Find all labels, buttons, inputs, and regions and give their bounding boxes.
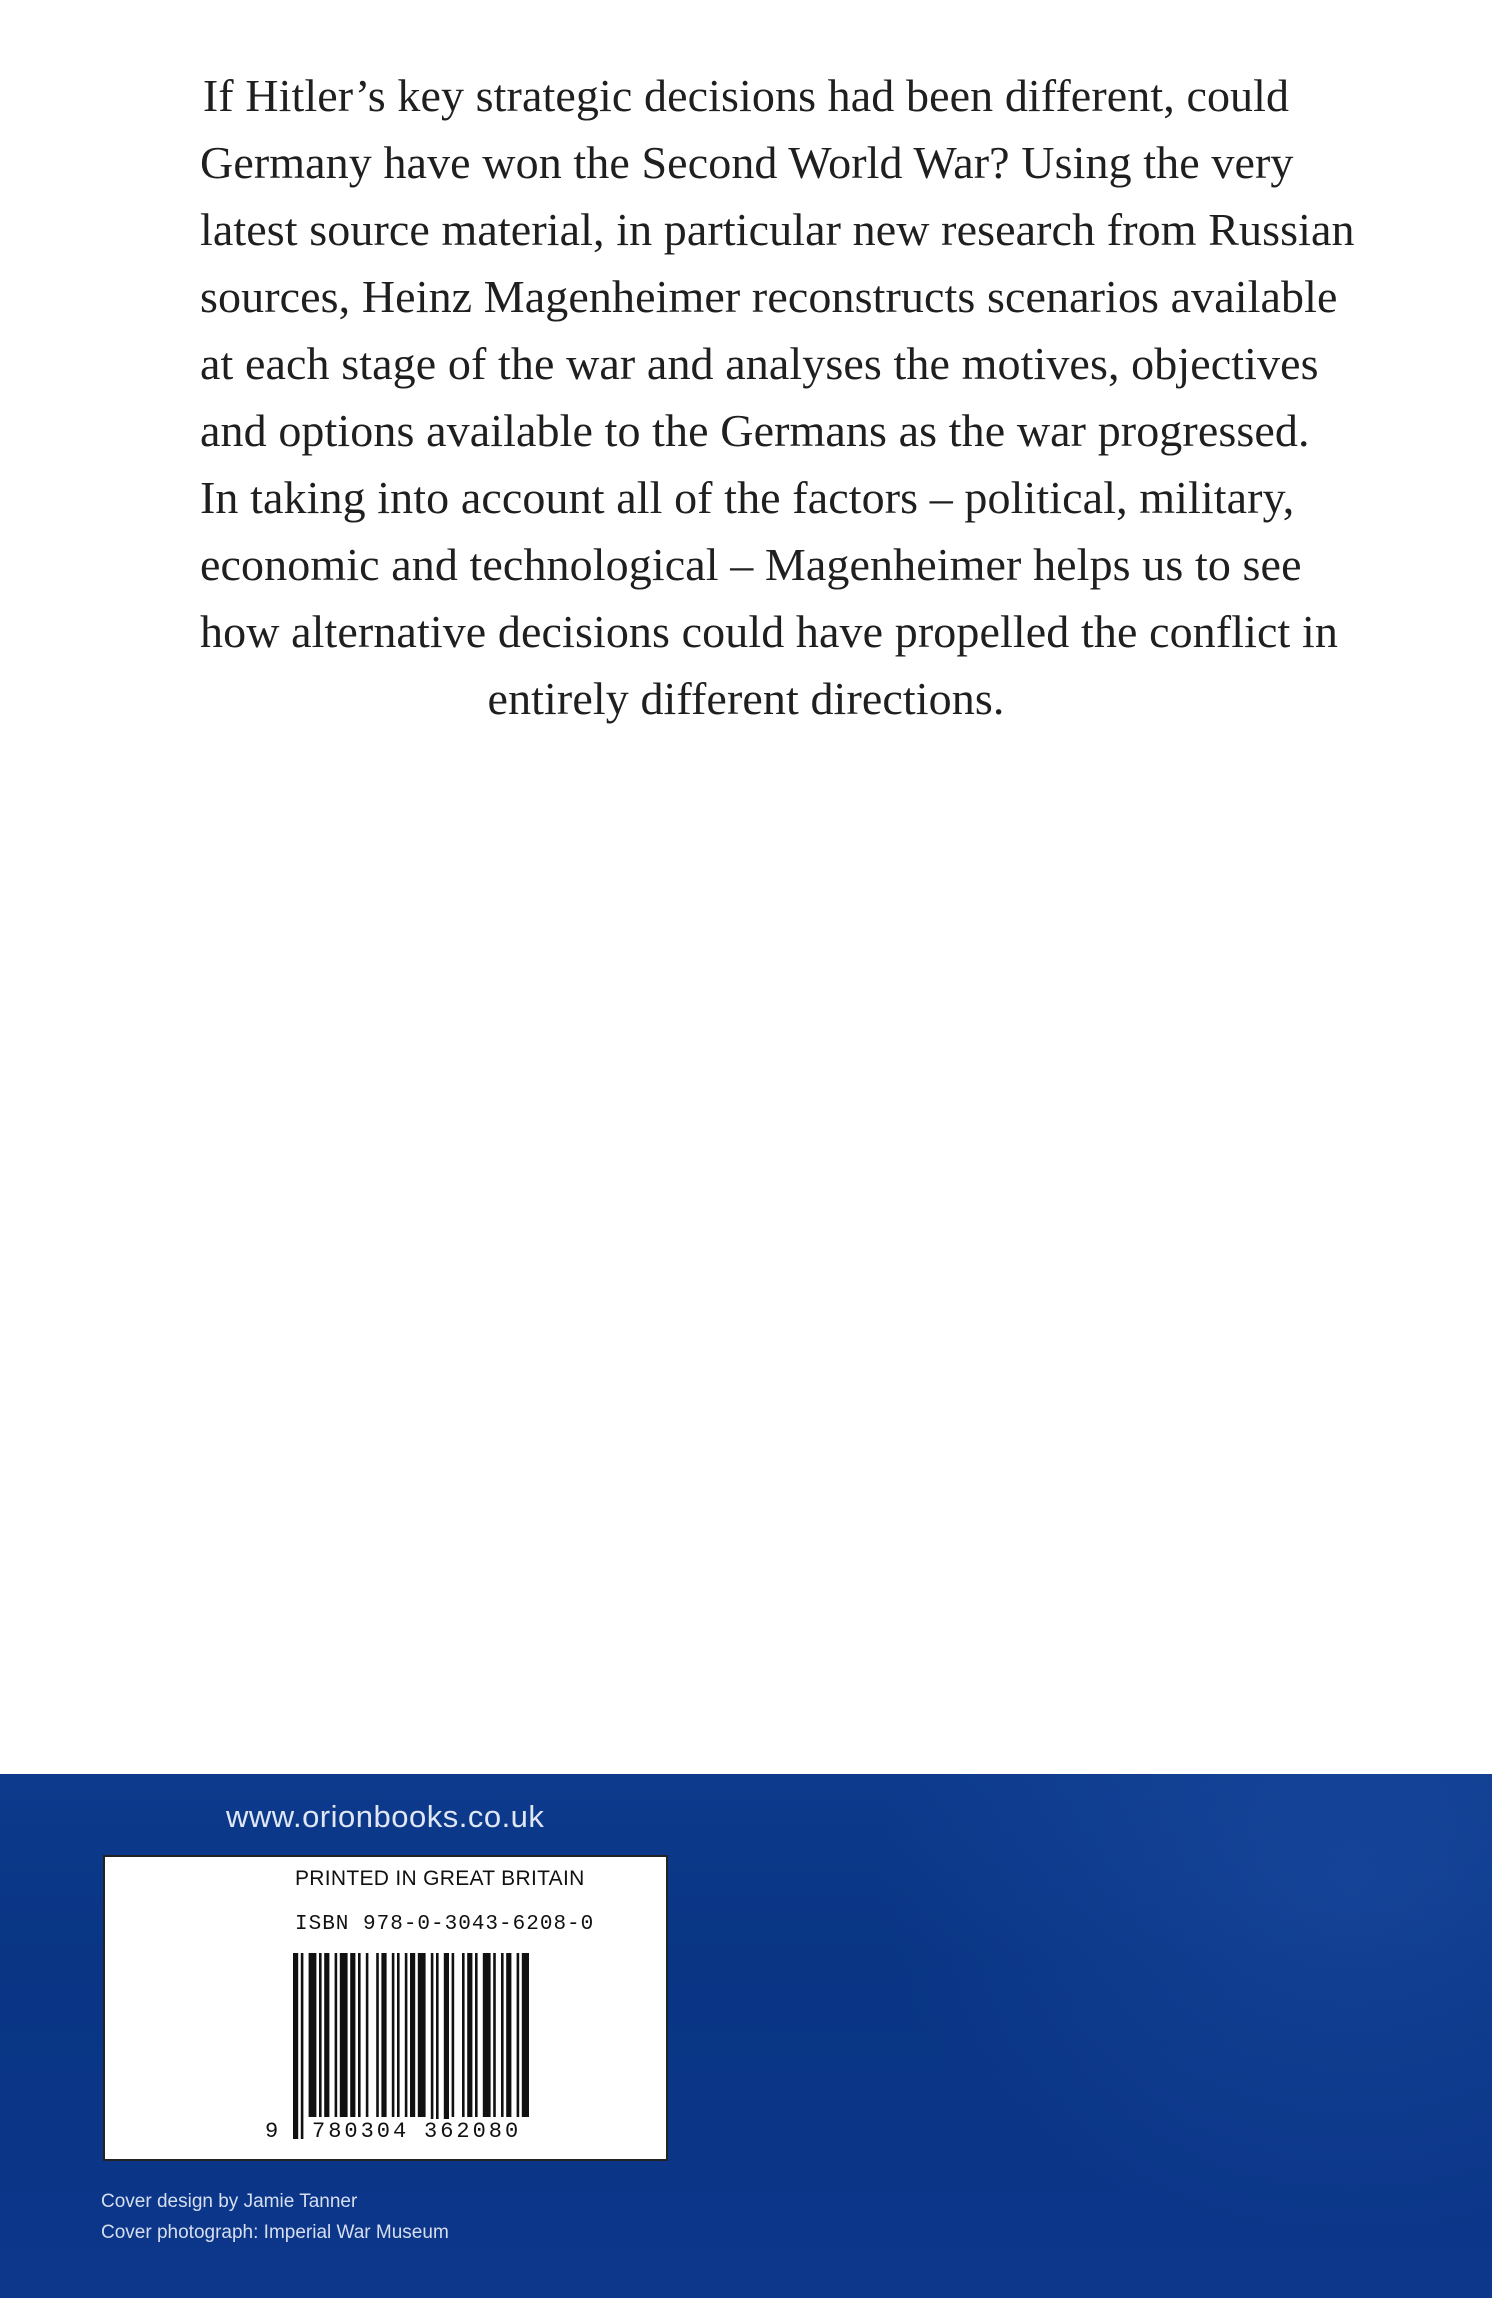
blurb-line: economic and technological – Magenheimer helps us to see <box>200 539 1302 590</box>
barcode-bar <box>462 1953 465 2117</box>
barcode-bar <box>522 1953 529 2117</box>
blurb-line: Germany have won the Second World War? Using the very <box>200 137 1294 188</box>
barcode-bar <box>517 1953 520 2117</box>
credit-photo: Cover photograph: Imperial War Museum <box>101 2222 449 2243</box>
barcode-bar <box>293 1953 298 2139</box>
barcode-bar <box>467 1953 472 2117</box>
barcode-bar <box>452 1953 455 2117</box>
blurb-line: sources, Heinz Magenheimer reconstructs scenarios available <box>200 271 1338 322</box>
barcode-digit-first: 9 <box>265 2119 279 2144</box>
isbn-barcode-box <box>103 1855 668 2161</box>
blurb-line: If Hitler’s key strategic decisions had been different, could <box>202 70 1290 121</box>
barcode-bar <box>475 1953 478 2117</box>
barcode-bar <box>436 1953 439 2139</box>
barcode-bar <box>340 1953 348 2117</box>
barcode-bar <box>410 1953 415 2117</box>
barcode-bar <box>444 1953 449 2139</box>
barcode-bar <box>301 1953 304 2139</box>
barcode-bar <box>501 1953 504 2117</box>
barcode-bar <box>350 1953 355 2117</box>
barcode-bar <box>358 1953 361 2117</box>
blurb-line: and options available to the Germans as the war progressed. <box>200 405 1310 456</box>
barcode-bar <box>381 1953 386 2117</box>
barcode-bar <box>483 1953 491 2117</box>
barcode-bar <box>392 1953 395 2117</box>
barcode-bar <box>324 1953 329 2117</box>
publisher-website[interactable]: www.orionbooks.co.uk <box>226 1799 545 1834</box>
isbn-number: ISBN 978-0-3043-6208-0 <box>295 1913 595 1936</box>
barcode-digits-right: 362080 <box>424 2119 522 2144</box>
barcode-bar <box>335 1953 338 2117</box>
barcode-bar <box>418 1953 426 2117</box>
blurb-line: entirely different directions. <box>487 673 1005 724</box>
blurb-text <box>200 62 1355 732</box>
barcode-bar <box>405 1953 408 2117</box>
band-sheen <box>792 1774 1492 2298</box>
barcode-bars <box>293 1953 529 2139</box>
barcode <box>293 1953 529 2139</box>
blurb-line: at each stage of the war and analyses the motives, objectives <box>200 338 1319 389</box>
blurb-line: In taking into account all of the factors – political, military, <box>200 472 1295 523</box>
barcode-bar <box>319 1953 322 2117</box>
barcode-digits-left: 780304 <box>312 2119 410 2144</box>
blurb-line: how alternative decisions could have propelled the conflict in <box>200 606 1338 657</box>
barcode-bar <box>397 1953 400 2117</box>
barcode-bar <box>366 1953 369 2117</box>
barcode-bar <box>506 1953 511 2117</box>
barcode-bar <box>376 1953 379 2117</box>
barcode-bar <box>309 1953 317 2117</box>
credit-design: Cover design by Jamie Tanner <box>101 2191 358 2212</box>
blurb-line: latest source material, in particular new research from Russian <box>200 204 1355 255</box>
cover-credits <box>101 2186 449 2248</box>
printed-in-label: PRINTED IN GREAT BRITAIN <box>295 1867 585 1890</box>
barcode-bar <box>431 1953 434 2139</box>
barcode-bar <box>493 1953 496 2117</box>
